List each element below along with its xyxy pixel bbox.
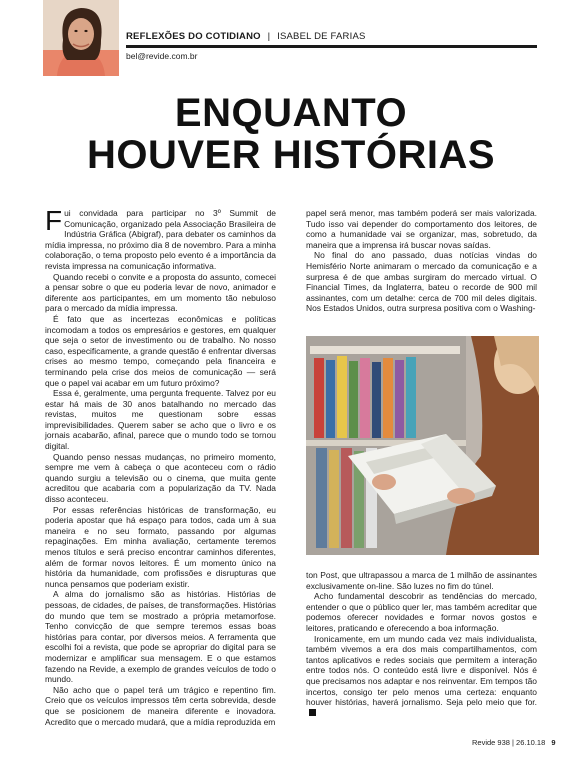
article-paragraph: A alma do jornalismo são as histórias. Histórias de pessoas, de cidades, de países, de transformações. Histórias do mundo que tem se mostrado a própria metamorfose. Tenho convicção de que sempre teremos essas boas histórias para contar, por diversos meios. A ferramenta que escolhi foi a revista, que pode se apropriar do digital para se modernizar e amplificar sua mensagem. E o que estamos fazendo na Revide, a exemplo de grandes veículos de todo o mundo. [45,589,276,685]
article-title-line1: ENQUANTO [174,91,408,135]
page-number: 9 [551,738,556,747]
author-email: bel@revide.com.br [126,51,198,61]
article-paragraph [45,205,276,272]
article-paragraph: No final do ano passado, duas notícias vindas do Hemisfério Norte animaram o mercado da comunicação e a surpresa é de que ambas surgiram do mercado virtual. O Financial Times, da Inglaterra, bateu o recorde de 900 mil assinantes, com um detalhe: cerca de 700 mil deles digitais. Nos Estados Unidos, outra surpresa positiva com o Washing- [306,250,537,314]
column-author: ISABEL DE FARIAS [277,31,366,42]
article-paragraph: ton Post, que ultrapassou a marca de 1 milhão de assinantes exclusivamente on-line. São luzes no fim do túnel. [306,570,537,591]
header-separator: | [267,31,271,42]
article-title [0,92,582,176]
end-of-article-icon [309,709,316,716]
paragraph-text: ui convidada para participar no 3º Summit de Comunicação, organizado pela Associação Brasileira de Indústria Gráfica (Abigraf), para debater os caminhos da mídia impressa, no próximo dia 8 de novembro. Para a minha colaboração, o tema proposto pelo evento é a importância da revista impressa na comunicação informativa. [45,208,276,271]
article-left-column [45,205,276,727]
dropcap: F [45,205,63,236]
article-photo [306,336,539,555]
author-portrait-image [43,0,119,76]
column-header [126,31,366,42]
author-photo [43,0,119,76]
woman-reading-magazine-image [306,336,539,555]
article-paragraph [306,634,537,719]
article-paragraph: Quando penso nessas mudanças, no primeiro momento, sempre me vem à cabeça o que aconteceu com o rádio quando surgiu a televisão ou o cinema, que muita gente acreditou que acabaria com a popularização da TV. Nada disso aconteceu. [45,451,276,505]
article-paragraph: Essa é, geralmente, uma pergunta frequente. Talvez por eu estar há mais de 30 anos batalhando no mercado das revistas, muitos me questionam sobre essas imprevisibilidades. Querem saber se acho que o livro e os jornais acabarão, afinal, parece que o mundo todo se tornou digital. [45,388,276,452]
article-paragraph: Acho fundamental descobrir as tendências do mercado, entender o que o público quer ler, mas também acreditar que podemos oferecer novidades e formar novos gostos e leitores, praticando e oferecendo a boa informação. [306,591,537,633]
issue-info: Revide 938 | 26.10.18 [472,738,546,747]
article-paragraph: Não acho que o papel terá um trágico e repentino fim. Creio que os veículos impressos têm certa sobrevida, desde que se posicionem de maneira diferente e inovadora. Acredito que o mercado mudará, que a mídia reproduzida em [45,684,276,727]
column-name: REFLEXÕES DO COTIDIANO [126,31,261,42]
article-paragraph: É fato que as incertezas econômicas e políticas incomodam a todos os empresários e gestores, em qualquer que seja o setor de investimento ou de trabalho. No nosso caso, especificamente, a grande questão é enfrentar diversas crises ao mesmo tempo, começando pela financeira e terminando pela crise dos meios de comunicação — será que o papel vai acabar em um futuro próximo? [45,313,276,388]
paragraph-text: Ironicamente, em um mundo cada vez mais individualista, também vivemos a era dos mais compartilhamentos, com tantos aplicativos e redes sociais que permitem a interação entre todos nós. O conteúdo está livre e disponível. Nós é que precisamos nos adaptar e nos reinventar. Em tempos tão incertos, consigo ter pelo menos uma certeza: enquanto houver histórias, haverá jornalismo. Seja pelo meio que for. [306,633,537,708]
article-paragraph: papel será menor, mas também poderá ser mais valorizada. Tudo isso vai depender do comportamento dos leitores, de como a humanidade vai se organizar, mas, sobretudo, da maneira que a imprensa irá buscar novas saídas. [306,208,537,250]
header-rule [126,45,537,48]
article-title-line2: HOUVER HISTÓRIAS [86,133,496,177]
article-paragraph: Quando recebi o convite e a proposta do assunto, comecei a pensar sobre o que eu poderia levar de novo, animador e diferente aos participantes, em um momento tão nebuloso para o mercado da mídia impressa. [45,271,276,314]
article-right-column-top [306,208,537,314]
article-right-column-bottom [306,570,537,718]
page-footer [472,738,556,747]
article-paragraph: Por essas referências históricas de transformação, eu poderia apostar que há espaço para todos, cada um à sua maneira e no seu formato, passando por algumas repaginações. Em minha avaliação, certamente teremos menos títulos e será preciso encontrar caminhos diferentes, além de formar novos leitores. É um momento único na história da humanidade, com profissões e disrupturas que nunca pensamos que poderiam existir. [45,504,276,589]
